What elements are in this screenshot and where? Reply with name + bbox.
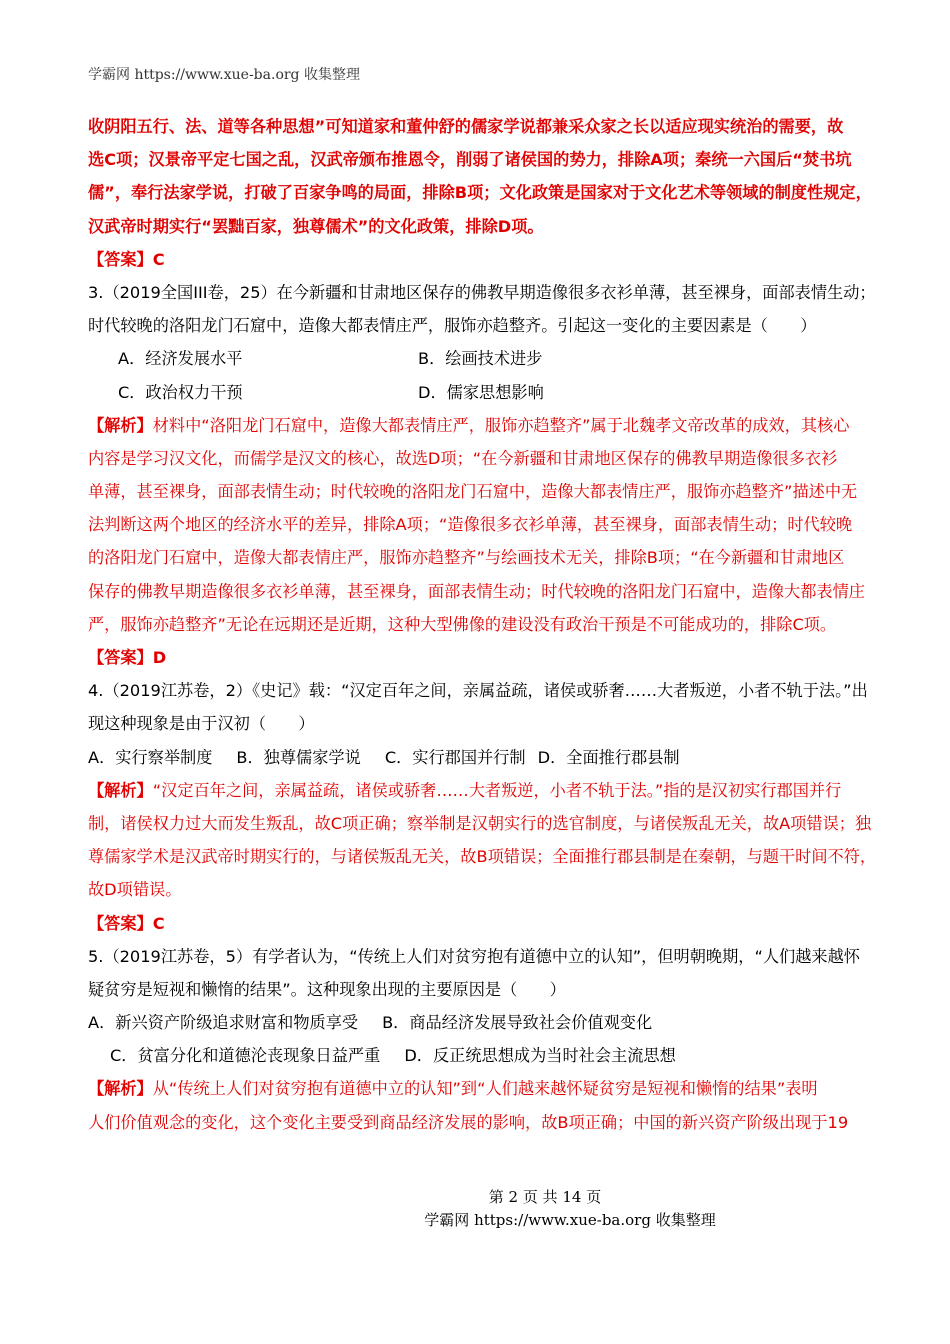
q4-options-row [88, 741, 878, 774]
q3-analysis-line: 的洛阳龙门石窟中，造像大都表情庄严，服饰亦趋整齐”与绘画技术无关，排除B项；“在今新疆和甘肃地区 [88, 548, 845, 568]
q3-option-a: A．经济发展水平 [118, 349, 243, 369]
q3-analysis-line: 严，服饰亦趋整齐”无论在远期还是近期，这种大型佛像的建设没有政治干预是不可能成功的，排除C项。 [88, 614, 837, 634]
q3-answer: 【答案】D [88, 648, 167, 667]
q4-analysis-line: 制，诸侯权力过大而发生叛乱，故C项正确；察举制是汉朝实行的选官制度，与诸侯叛乱无关，故A项错误；独 [88, 813, 872, 833]
q3-option-d: D．儒家思想影响 [418, 382, 544, 402]
q4-analysis-line: 故D项错误。 [88, 880, 182, 900]
q5-option-a: A．新兴资产阶级追求财富和物质享受 [88, 1013, 359, 1033]
page-header-source: 学霸网 https://www.xue-ba.org 收集整理 [88, 67, 360, 83]
q4-option-b: B．独尊儒家学说 [236, 747, 361, 767]
q5-analysis-label: 【解析】 [88, 1079, 153, 1099]
q5-option-c: C．贫富分化和道德沦丧现象日益严重 [110, 1046, 381, 1066]
q5-stem-line: 5.（2019江苏卷，5）有学者认为，“传统上人们对贫穷抱有道德中立的认知”，但明朝晚期，“人们越来越怀 [88, 946, 860, 966]
page-footer [0, 1186, 950, 1232]
q5-option-b: B．商品经济发展导致社会价值观变化 [382, 1013, 653, 1033]
q4-stem-line: 现这种现象是由于汉初（ ） [88, 714, 315, 734]
q3-analysis-line: 内容是学习汉文化，而儒学是汉文的核心，故选D项；“在今新疆和甘肃地区保存的佛教早期造像很多衣衫 [88, 448, 838, 468]
q3-options-row-2 [88, 376, 878, 409]
q4-option-a: A．实行察举制度 [88, 747, 213, 767]
q2-answer: 【答案】C [88, 249, 165, 269]
q4-analysis-line [88, 774, 878, 807]
q3-stem-line: 时代较晚的洛阳龙门石窟中，造像大都表情庄严，服饰亦趋整齐。引起这一变化的主要因素是（ ） [88, 316, 817, 336]
q4-analysis-label: 【解析】 [88, 780, 153, 800]
document-body [88, 110, 878, 1139]
q4-analysis-text: “汉定百年之间，亲属益疏，诸侯或骄奢……大者叛逆，小者不轨于法。”指的是汉初实行郡国并行 [152, 780, 842, 800]
q5-analysis-text: 从“传统上人们对贫穷抱有道德中立的认知”到“人们越来越怀疑贫穷是短视和懒惰的结果”表明 [152, 1079, 818, 1099]
q4-stem-line: 4.（2019江苏卷，2）《史记》载：“汉定百年之间，亲属益疏，诸侯或骄奢……大者叛逆，小者不轨于法。”出 [88, 681, 868, 701]
q5-analysis-line [88, 1072, 878, 1105]
q2-analysis-line: 儒”，奉行法家学说，打破了百家争鸣的局面，排除B项；文化政策是国家对于文化艺术等领域的制度性规定， [88, 183, 872, 203]
q4-option-d: D．全面推行郡县制 [537, 747, 680, 767]
q3-analysis-line: 法判断这两个地区的经济水平的差异，排除A项；“造像很多衣衫单薄，甚至裸身，面部表情生动；时代较晚 [88, 515, 853, 535]
q5-stem-line: 疑贫穷是短视和懒惰的结果”。这种现象出现的主要原因是（ ） [88, 979, 566, 999]
q3-analysis-line: 单薄，甚至裸身，面部表情生动；时代较晚的洛阳龙门石窟中，造像大都表情庄严，服饰亦趋整齐”描述中无 [88, 482, 858, 502]
q3-stem-line: 3.（2019全国III卷，25）在今新疆和甘肃地区保存的佛教早期造像很多衣衫单薄，甚至裸身，面部表情生动； [88, 282, 876, 302]
q5-options-row-1 [88, 1006, 878, 1039]
q3-option-c: C．政治权力干预 [118, 382, 243, 402]
q3-analysis-text: 材料中“洛阳龙门石窟中，造像大都表情庄严，服饰亦趋整齐”属于北魏孝文帝改革的成效，其核心 [152, 415, 850, 435]
q5-options-row-2 [88, 1039, 878, 1072]
q4-option-c: C．实行郡国并行制 [384, 747, 526, 767]
q4-analysis-line: 尊儒家学术是汉武帝时期实行的，与诸侯叛乱无关，故B项错误；全面推行郡县制是在秦朝，与题干时间不符， [88, 847, 877, 867]
q4-answer: 【答案】C [88, 913, 165, 933]
q3-analysis-label: 【解析】 [88, 415, 153, 435]
footer-source: 学霸网 https://www.xue-ba.org 收集整理 [424, 1211, 716, 1229]
q3-analysis-line: 保存的佛教早期造像很多衣衫单薄，甚至裸身，面部表情生动；时代较晚的洛阳龙门石窟中，造像大都表情庄 [88, 581, 865, 601]
page-number: 第 2 页 共 14 页 [488, 1188, 602, 1206]
q3-option-b: B．绘画技术进步 [418, 349, 543, 369]
q2-analysis-line: 汉武帝时期实行“罢黜百家，独尊儒术”的文化政策，排除D项。 [88, 216, 544, 236]
q2-analysis-line: 选C项；汉景帝平定七国之乱，汉武帝颁布推恩令，削弱了诸侯国的势力，排除A项；秦统一六国后“焚书坑 [88, 150, 852, 170]
q3-analysis-line [88, 409, 878, 442]
q2-analysis-line: 收阴阳五行、法、道等各种思想”可知道家和董仲舒的儒家学说都兼采众家之长以适应现实统治的需要，故 [88, 117, 844, 136]
q5-analysis-line: 人们价值观念的变化，这个变化主要受到商品经济发展的影响，故B项正确；中国的新兴资产阶级出现于19 [88, 1112, 849, 1132]
q3-options-row-1 [88, 342, 878, 375]
q5-option-d: D．反正统思想成为当时社会主流思想 [404, 1046, 676, 1066]
